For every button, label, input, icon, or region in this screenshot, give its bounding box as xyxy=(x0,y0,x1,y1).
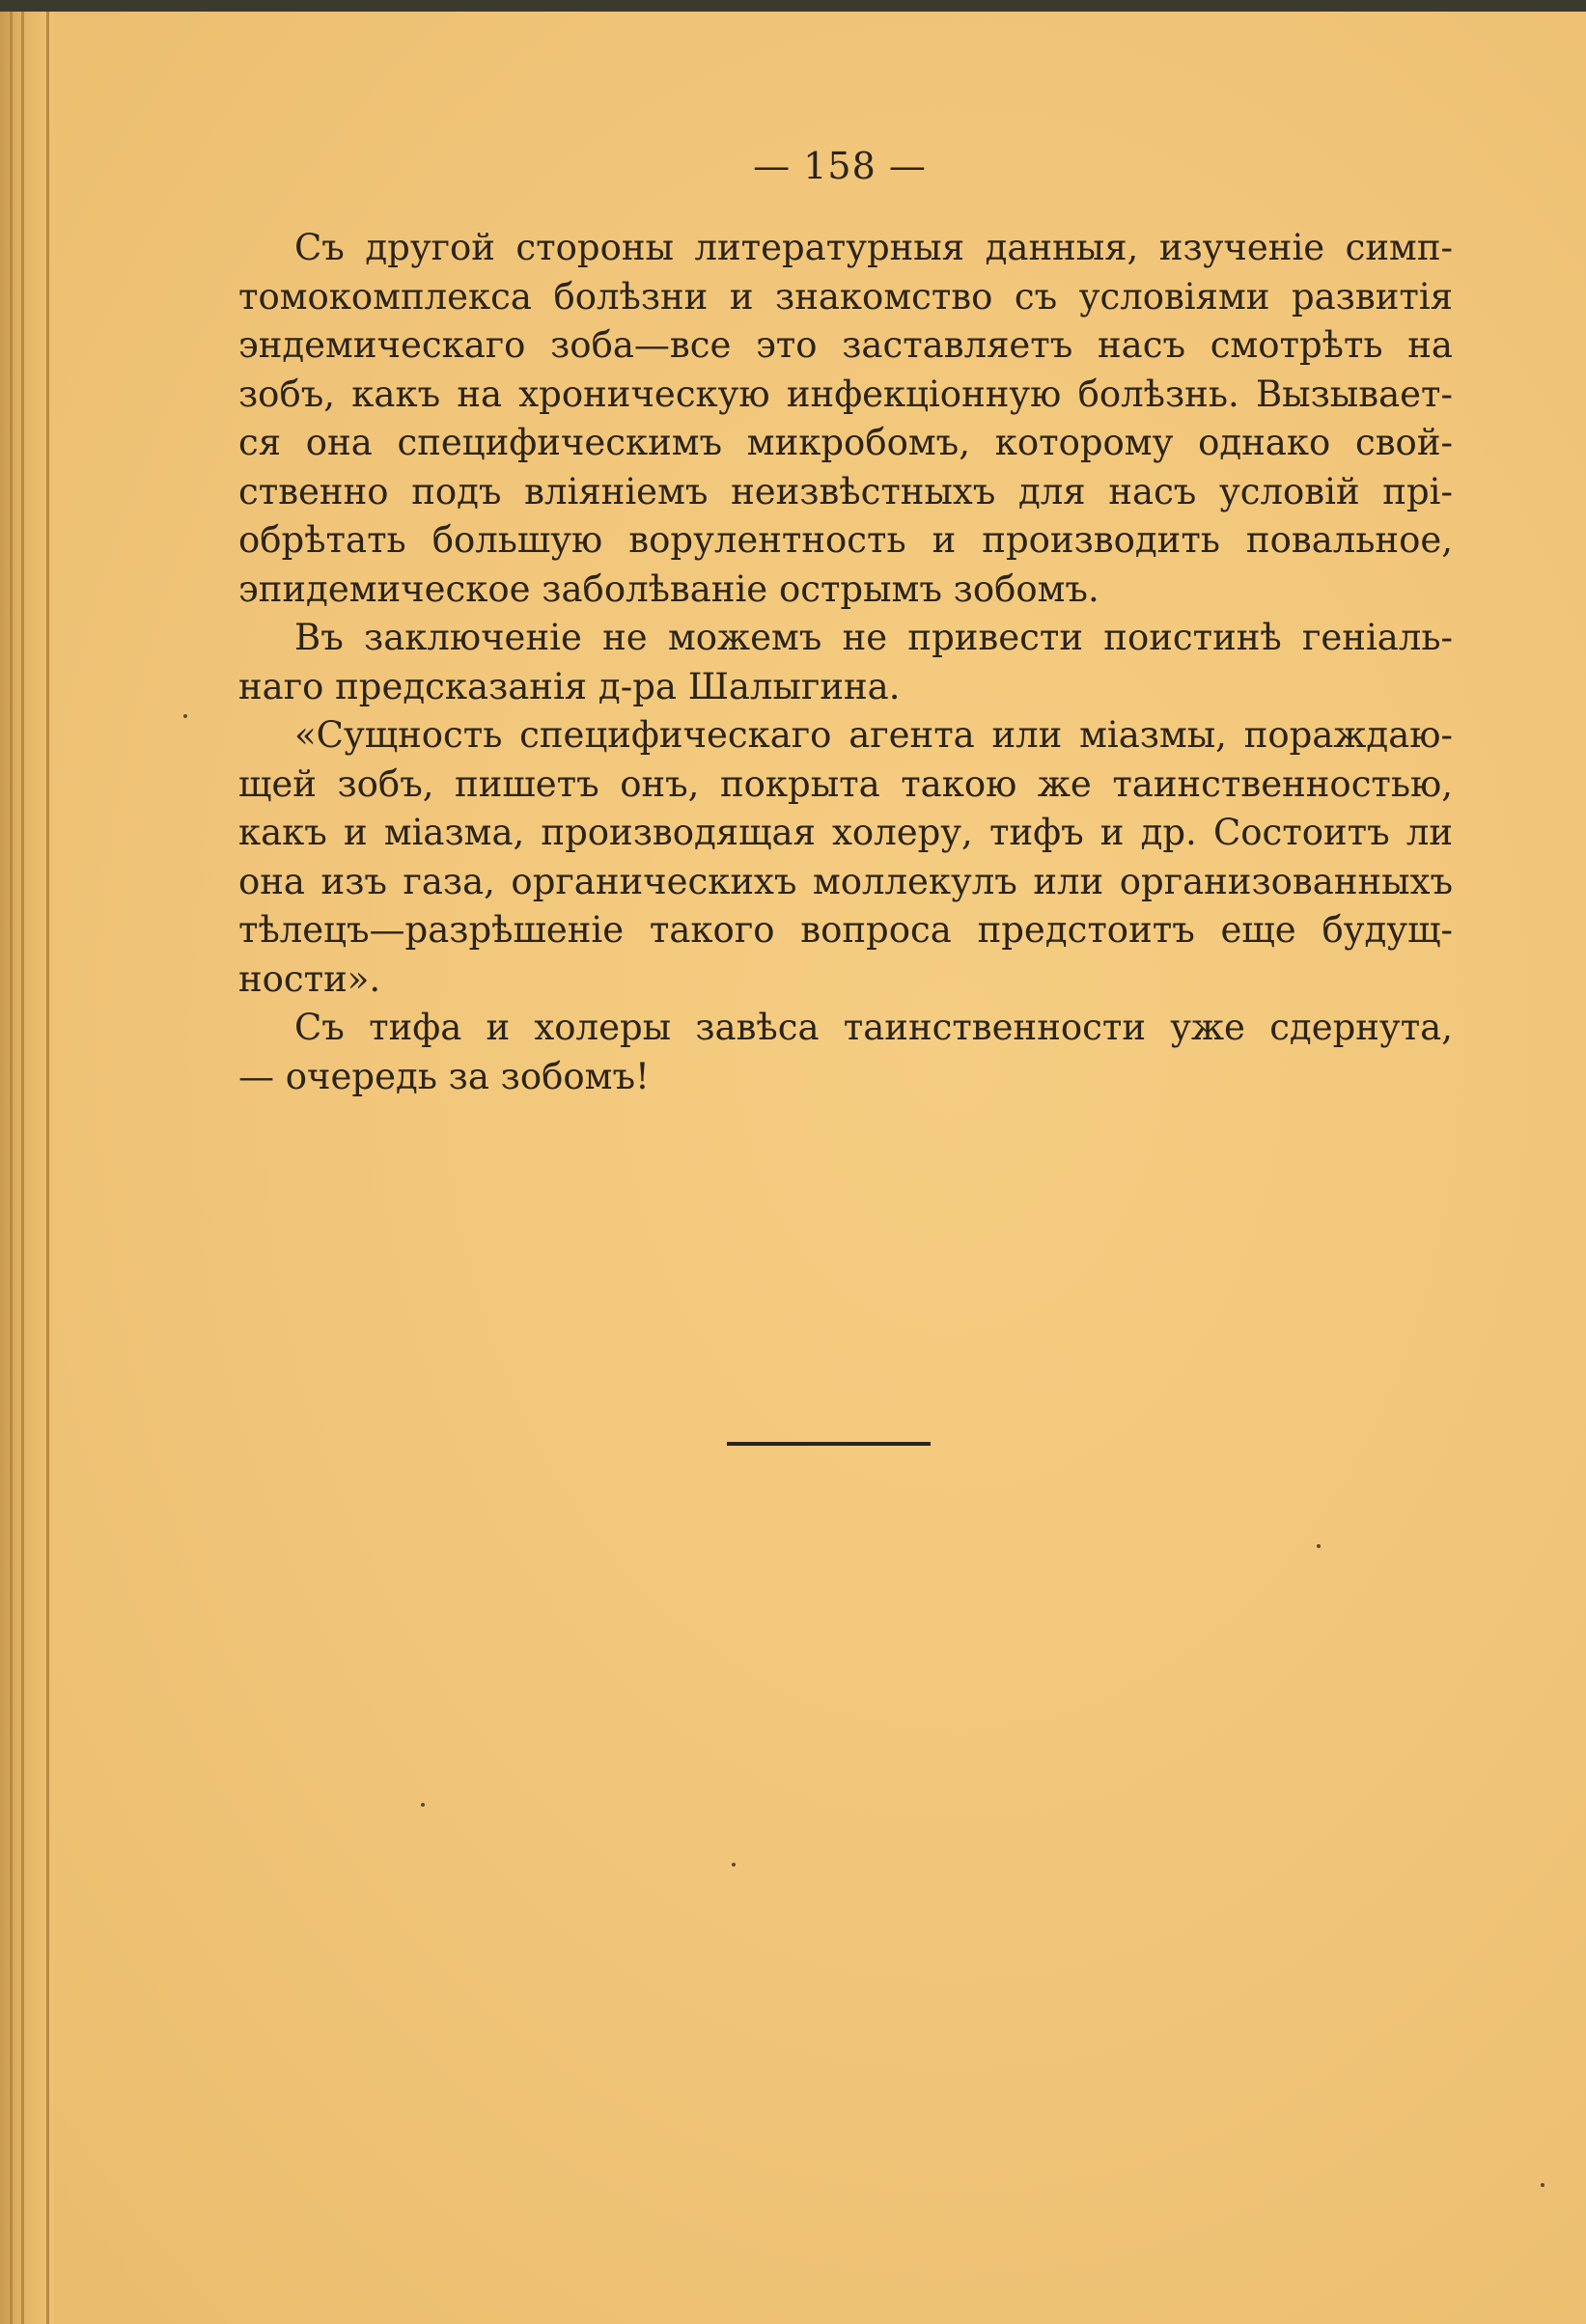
text-line: — очередь за зобомъ! xyxy=(238,1055,650,1097)
text-line: ственно подъ вліяніемъ неизвѣстныхъ для насъ условій прі- xyxy=(238,470,1453,512)
text-line: щей зобъ, пишетъ онъ, покрыта такою же таинственностью, xyxy=(238,762,1453,805)
text-line: ности». xyxy=(238,957,381,1000)
text-line: томокомплекса болѣзни и знакомство съ условіями развитія xyxy=(238,275,1453,318)
page-number: — 158 — xyxy=(753,145,927,187)
gutter-line xyxy=(21,12,24,2324)
paper-speck xyxy=(1317,1544,1321,1548)
body-text xyxy=(238,224,1453,1101)
paper-speck xyxy=(421,1803,425,1807)
paragraph xyxy=(238,1004,1453,1101)
text-line: эндемическаго зоба—все это заставляетъ насъ смотрѣть на xyxy=(238,324,1453,366)
text-line: тѣлецъ—разрѣшеніе такого вопроса предстоитъ еще будущ- xyxy=(238,909,1453,951)
text-line: Съ тифа и холеры завѣса таинственности уже сдернута, xyxy=(294,1007,1453,1048)
text-line: «Сущность специфическаго агента или міазмы, пораждаю- xyxy=(294,714,1453,756)
text-line: ся она специфическимъ микробомъ, которому однако свой- xyxy=(238,422,1453,463)
gutter-line xyxy=(46,12,49,2324)
paragraph xyxy=(238,224,1453,614)
paragraph xyxy=(238,614,1453,711)
gutter-line xyxy=(10,12,13,2324)
text-line: обрѣтать большую ворулентность и производить повальное, xyxy=(238,519,1453,561)
text-line: какъ и міазма, производящая холеру, тифъ и др. Состоитъ ли xyxy=(238,812,1453,853)
text-line: Въ заключеніе не можемъ не привести поистинѣ геніаль- xyxy=(294,617,1453,658)
text-line: эпидемическое заболѣваніе острымъ зобомъ. xyxy=(238,567,1099,610)
paper-speck xyxy=(1541,2183,1544,2187)
text-line: зобъ, какъ на хроническую инфекціонную болѣзнь. Вызывает- xyxy=(238,373,1453,415)
paper-speck xyxy=(183,714,187,718)
section-divider xyxy=(727,1442,931,1446)
paper-speck xyxy=(732,1863,736,1867)
text-line: наго предсказанія д-ра Шалыгина. xyxy=(238,665,901,707)
text-line: она изъ газа, органическихъ моллекулъ или организованныхъ xyxy=(238,860,1453,902)
text-line: Съ другой стороны литературныя данныя, изученіе симп- xyxy=(294,227,1453,268)
quote-paragraph xyxy=(238,711,1453,1004)
page-top-edge xyxy=(0,0,1586,12)
